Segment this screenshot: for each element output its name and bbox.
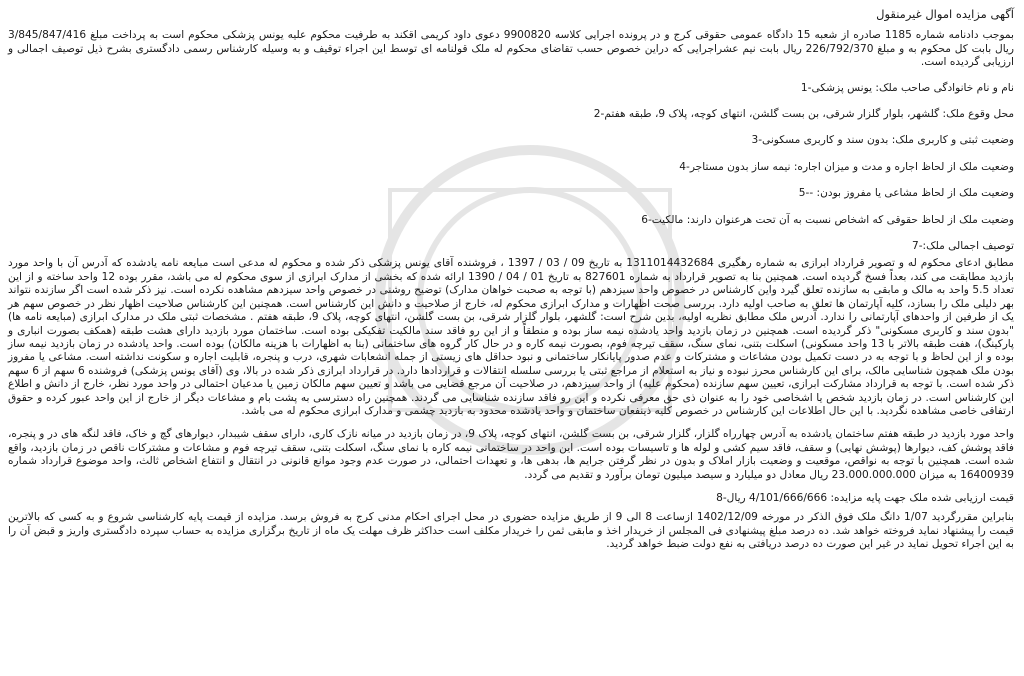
item-brief-description: توصیف اجمالی ملک:-7: [911, 240, 1014, 253]
document-title: آگهی مزایده اموال غیرمنقول: [876, 7, 1014, 21]
auction-terms-paragraph: بنابراین مقررگردید 1/07 دانگ ملک فوق الذکر در مورخه 1402/12/09 ازساعت 8 الی 9 از طریق مزایده حضوری در محل اجرای احکام مدنی کرج به فروش برسد. مزایده از قیمت پایه کارشناسی شروع و به کسی که بالاترین قیمت را پیشنهاد نماید فروخته خواهد شد. ده درصد مبلغ پیشنهادی فی المجلس از خریدار اخذ و مابقی ثمن را خریدار مکلف است حداکثر ظرف مهلت یک ماه از تاریخ برگزاری مزایده به حساب سپرده دادگستری واریز و قبض آن را به این اجراء تحویل نماید در غیر این صورت ده درصد دریافتی به نفع دولت ضبط خواهد گردید.: [8, 511, 1014, 551]
item-owner-name: نام و نام خانوادگی صاحب ملک: یونس پزشکی-1: [800, 81, 1014, 94]
announcement-document: [8, 6, 1014, 552]
description-paragraph-1: مطابق ادعای محکوم له و تصویر قرارداد ابرازی به شماره رهگیری 1311014432684 به تاریخ 09 / 03 / 1397 ، فروشنده آقای یونس پزشکی ذکر شده و محکوم له مدعی است مبایعه نامه یادشده که آدرس آن با واحد مورد بازدید مطابقت می کند، بعداً فسخ گردیده است. همچنین بنا به تصویر قرارداد به شماره 827601 به تاریخ 01 / 04 / 1390 ارائه شده که بخشی از مدارک ابرازی از سوی محکوم له می باشد، مقرر بوده 12 واحد ساخته و از این تعداد 5.5 واحد به مالک و مابقی به سازنده تعلق گیرد واین کارشناس در خصوص واحد سیزدهم (با توجه به صحبت خواهان مدارک) توضیح روشنی در خصوص واحد سیزدهم مشاهده نکرده است. نیز ذکر شده است اگر سازنده نتواند بهر دلیلی ملک را بسازد، کلیه آپارتمان ها تعلق به صاحب اولیه دارد. بررسی صحت اظهارات و مدارک ابرازی محکوم له، خارج از صلاحیت و دانش این کارشناس است. همچنین این کارشناس صلاحیت اظهار نظر در خصوص سهم هر یک از طرفین از واحدهای آپارتمانی را ندارد. آدرس ملک مطابق نظریه اولیه، بدین شرح است: گلشهر، بلوار گلزار شرقی، بن بست گلشن، انتهای کوچه، پلاک 9، طبقه هفتم . مشخصات ثبتی ملک در مدارک ابرازی (مبایعه نامه ها) "بدون سند و کاربری مسکونی" ذکر گردیده است. همچنین در زمان بازدید واحد یادشده نیمه ساز بوده و منطقاً و از این رو فاقد سند مالکیت تفکیکی بوده است. ساختمان مورد بازدید دارای هشت طبقه (همکف بصورت انباری و پارکینگ)، هفت طبقه بالاتر با 13 واحد مسکونی) اسکلت بتنی، نمای سنگ، سقف تیرچه فوم، بصورت نیمه کاره و در حال کار گروه های ساختمانی (بنا به اظهارات با هزینه مالکان) بوده است. واحد یادشده در زمان بازدید نیمه ساز بوده و از این لحاظ و با توجه به در دست تکمیل بودن مشاعات و مشترکات و عدم صدور پایانکار ساختمانی و نبود حداقل های زیستی از جمله انشعابات شهری، درب و پنجره، قابلیت اجاره و سکونت نداشته است. مشاعی یا مفروز بودن ملک همچون شناسایی مالک، برای این کارشناس محرز نبوده و نیاز به استعلام از مراجع ثبتی یا بررسی سلسله انتقالات و قراردادها دارد. در قرارداد ابرازی ذکر شده در بالا، وی (آقای یونس پزشکی) فروشنده 6 سهم از 6 سهم ذکر شده است. با توجه به قرارداد مشارکت ابرازی، تعیین سهم سازنده (محکوم علیه) از واحد سیزدهم، در صلاحیت آن مرجع قضایی می باشد و تعیین سهم مالکان زمین یا مدعیان احتمالی در واحد مورد نظر، خارج از دانش و اطلاع این کارشناس است. در زمان بازدید شخص یا اشخاصی خود را به عنوان ذی حق معرفی نکرده و این رو فاقد سازنده شناسایی می گردند. همچنین راه دسترسی به پشت بام و مشاعات دیگر از خارج از این واحد عبور کرده و حقوق ارتفاقی خاصی مشاهده نگردید. با این حال اطلاعات این کارشناس در خصوص کلیه ذینفعان ساختمان و واحد یادشده محدود به بازدید چشمی و مدارک ابرازی محکوم له می باشد.: [8, 257, 1015, 417]
description-paragraph-2: واحد مورد بازدید در طبقه هفتم ساختمان یادشده به آدرس چهارراه گلزار، گلزار شرقی، بن بست گلشن، انتهای کوچه، پلاک 9، در زمان بازدید در میانه نازک کاری، دارای سقف شیبدار، دیوارهای گچ و خاک، فاقد لنگه های در و پنجره، فاقد پوشش کف، دیوارها (پوشش نهایی) و سقف، فاقد سیم کشی و لوله ها و تاسیسات بوده است. این واحد در ساختمانی نیمه کاره با نمای سنگ، اسکلت بتنی، سقف تیرچه فوم و مشاعات و مشترکات ناقص در زمان بازدید، واقع شده است. همچنین با توجه به نواقص، موقعیت و وضعیت بازار املاک و بدون در نظر گرفتن جرایم ها، بدهی ها، و تعهدات احتمالی، در صورت عدم وجود موانع قانونی در انتقال و انتفاع اشخاص ثالث، واحد موضوع قرارداد شماره 16400939 به میزان 23.000.000.000 ریال معادل دو میلیارد و سیصد میلیون تومان برآورد و تقدیم می گردد.: [8, 428, 1014, 481]
item-joint-ownership: وضعیت ملک از لحاظ مشاعی یا مفروز بودن: --5: [798, 187, 1014, 200]
item-legal-rights: وضعیت ملک از لحاظ حقوقی که اشخاص نسبت به آن تحت هرعنوان دارند: مالکیت-6: [641, 213, 1014, 226]
appraised-price-line: قیمت ارزیابی شده ملک جهت پایه مزایده: 4/101/666/666 ریال-8: [716, 491, 1014, 504]
item-property-location: محل وقوع ملک: گلشهر، بلوار گلزار شرقی، بن بست گلشن، انتهای کوچه، پلاک 9، طبقه هفتم-2: [593, 108, 1014, 121]
item-lease-status: وضعیت ملک از لحاظ اجاره و مدت و میزان اجاره: نیمه ساز بدون مستاجر-4: [679, 160, 1014, 173]
item-registration-status: وضعیت ثبتی و کاربری ملک: بدون سند و کاربری مسکونی-3: [751, 134, 1014, 147]
intro-paragraph: بموجب دادنامه شماره 1185 صادره از شعبه 15 دادگاه عمومی حقوقی کرج و در پرونده اجرایی کلاسه 9900820 دعوی داود کریمی اقکند به طرفیت محکوم علیه یونس پزشکی محکوم است به پرداخت مبلغ 3/845/847/416 ریال بابت کل محکوم به و مبلغ 226/792/370 ریال بابت نیم عشراجرایی که دراین خصوص حسب تقاضای محکوم له ملک قولنامه ای توسط این اجراء توقیف و به وسیله کارشناس رسمی دادگستری بشرح ذیل توصیف اجمالی و ارزیابی گردیده است.: [8, 29, 1015, 69]
